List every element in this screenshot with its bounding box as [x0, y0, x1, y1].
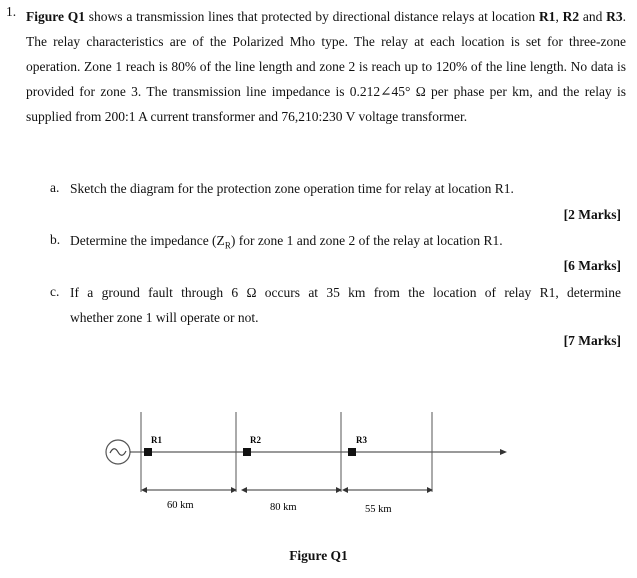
arrowhead-icon: [342, 487, 348, 493]
part-b-marks: [6 Marks]: [563, 258, 621, 273]
figure-caption: Figure Q1: [289, 548, 348, 563]
question-text-part: shows a transmission lines that protected by directional distance relays at location: [85, 9, 539, 24]
part-a-marks: [2 Marks]: [563, 207, 621, 222]
question-text-part: and: [579, 9, 607, 24]
part-c-marks: [7 Marks]: [563, 333, 621, 348]
relay-ref-r1: R1: [538, 9, 556, 24]
part-b-text: [70, 228, 503, 259]
line-arrowhead-icon: [500, 449, 507, 455]
part-a-text: Sketch the diagram for the protection zone operation time for relay at location R1.: [70, 181, 514, 196]
figure-ref: Figure Q1: [26, 9, 86, 24]
arrowhead-icon: [141, 487, 147, 493]
figure-q1-diagram: [0, 400, 637, 530]
part-c-text-line2: whether zone 1 will operate or not.: [70, 310, 259, 325]
relay-label-r2: R2: [250, 435, 261, 445]
relay-label-r3: R3: [356, 435, 367, 445]
distance-label-3: 55 km: [365, 504, 392, 515]
question-text: [26, 4, 626, 129]
relay-ref-r2: R2: [562, 9, 580, 24]
distance-label-2: 80 km: [270, 502, 297, 513]
part-b-letter: b.: [50, 232, 61, 247]
part-b-text-start: Determine the impedance (Z: [70, 233, 225, 248]
question-text-part: ,: [555, 9, 563, 24]
relay-label-r1: R1: [151, 435, 162, 445]
part-b-subscript: R: [224, 240, 231, 251]
part-a-letter: a.: [50, 180, 60, 195]
part-b-text-end: ) for zone 1 and zone 2 of the relay at location R1.: [230, 233, 503, 248]
relay-r1-breaker: [144, 448, 152, 456]
arrowhead-icon: [241, 487, 247, 493]
relay-r2-breaker: [243, 448, 251, 456]
part-c-text-line1: If a ground fault through 6 Ω occurs at 35 km from the location of relay R1, determine: [70, 285, 621, 300]
question-text-part: . The relay characteristics are of the Polarized Mho type. The relay at each location is set for three-zone operation. Zone 1 reach is 80% of the line length and zone 2 is reach up to 120% of the line length. No data is provided for zone 3. The transmission line impedance is 0.212∠45° Ω per phase per km, and the relay is supplied from 200:1 A current transformer and 76,210:230 V voltage transformer.: [26, 9, 627, 124]
distance-label-1: 60 km: [167, 500, 194, 511]
part-c-letter: c.: [50, 284, 60, 299]
question-number: 1.: [6, 4, 17, 19]
relay-r3-breaker: [348, 448, 356, 456]
relay-ref-r3: R3: [606, 9, 623, 24]
